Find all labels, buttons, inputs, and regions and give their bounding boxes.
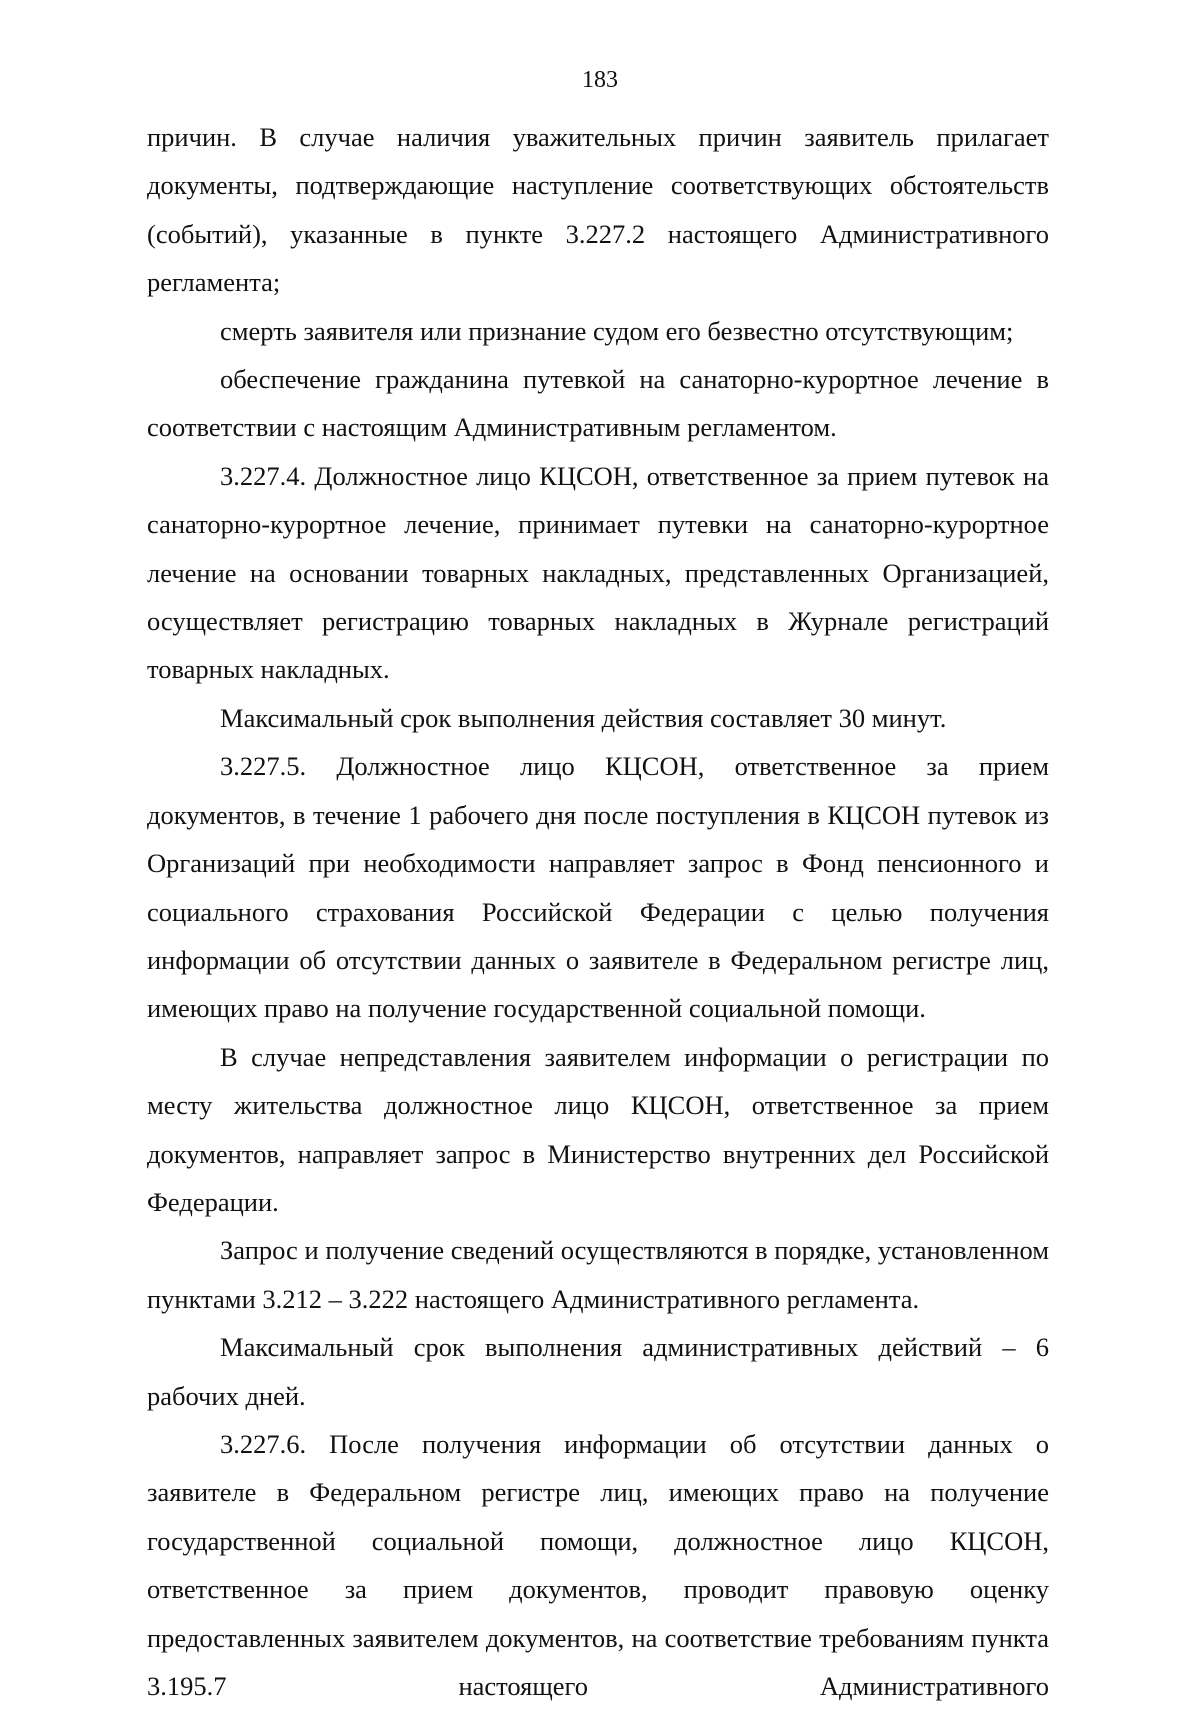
paragraph-4: 3.227.4. Должностное лицо КЦСОН, ответственное за прием путевок на санаторно-курортное лечение, принимает путевки на санаторно-курортное лечение на основании товарных накладных, представленных Организацией, осуществляет регистрацию товарных накладных в Журнале регистраций товарных накладных. [147, 460, 1049, 685]
paragraph-9: Максимальный срок выполнения административных действий – 6 рабочих дней. [147, 1332, 1049, 1411]
paragraph-1: причин. В случае наличия уважительных причин заявитель прилагает документы, подтверждающие наступление соответствующих обстоятельств (событий), указанные в пункте 3.227.2 настоящего Административного регламента; [147, 122, 1049, 298]
document-body [147, 113, 1049, 1710]
paragraph-2: смерть заявителя или признание судом его безвестно отсутствующим; [220, 315, 1014, 346]
paragraph-10: 3.227.6. После получения информации об отсутствии данных о заявителе в Федеральном регистре лиц, имеющих право на получение государственной социальной помощи, должностное лицо КЦСОН, ответственное за прием документов, проводит правовую оценку предоставленных заявителем документов, на соответствие требованиям пункта 3.195.7 настоящего Административного [147, 1428, 1049, 1701]
paragraph-5: Максимальный срок выполнения действия составляет 30 минут. [220, 702, 947, 733]
paragraph-3: обеспечение гражданина путевкой на санаторно-курортное лечение в соответствии с настоящим Административным регламентом. [147, 364, 1049, 443]
paragraph-7: В случае непредставления заявителем информации о регистрации по месту жительства должностное лицо КЦСОН, ответственное за прием документов, направляет запрос в Министерство внутренних дел Российской Федерации. [147, 1041, 1049, 1217]
paragraph-8: Запрос и получение сведений осуществляются в порядке, установленном пунктами 3.212 – 3.222 настоящего Административного регламента. [147, 1235, 1049, 1314]
paragraph-6: 3.227.5. Должностное лицо КЦСОН, ответственное за прием документов, в течение 1 рабочего дня после поступления в КЦСОН путевок из Организаций при необходимости направляет запрос в Фонд пенсионного и социального страхования Российской Федерации с целью получения информации об отсутствии данных о заявителе в Федеральном регистре лиц, имеющих право на получение государственной социальной помощи. [147, 751, 1049, 1024]
page-number: 183 [582, 67, 618, 93]
